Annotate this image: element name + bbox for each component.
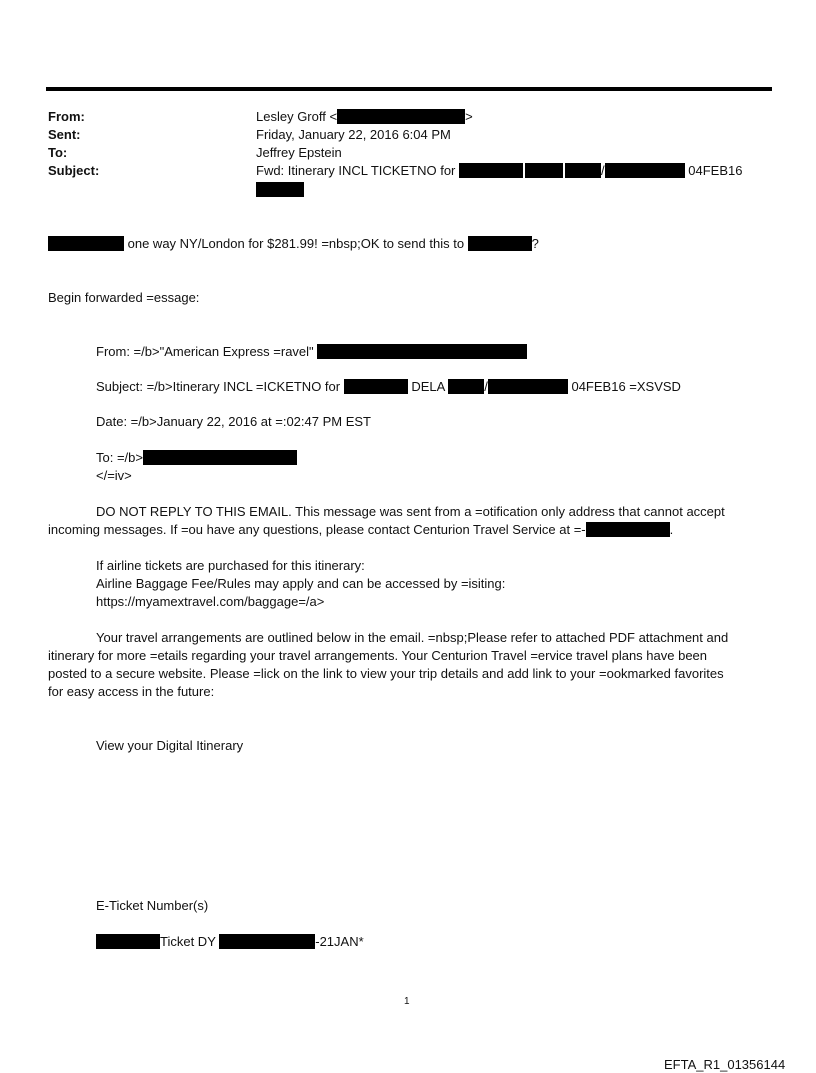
fwd-subject-slash: / — [484, 379, 488, 394]
redaction-block — [605, 163, 685, 178]
ticket-a: Ticket DY — [160, 934, 216, 949]
fwd-from — [96, 343, 527, 361]
subject-label: Subject: — [48, 163, 100, 178]
fwd-subject-a: Subject: =/b>Itinerary INCL =ICKETNO for — [96, 379, 341, 394]
subject-slash: / — [601, 163, 605, 178]
ticket-line — [96, 933, 364, 951]
notice-line-1: DO NOT REPLY TO THIS EMAIL. This message was sent from a =otification only address that cannot accept — [96, 504, 725, 519]
fwd-subject — [96, 378, 681, 396]
travel-line-2: itinerary for more =etails regarding your travel arrangements. Your Centurion Travel =ervice travel plans have been — [48, 648, 708, 663]
fwd-from-text: From: =/b>"American Express =ravel" — [96, 344, 314, 359]
fwd-subject-b: DELA — [411, 379, 445, 394]
note-qmark: ? — [531, 236, 539, 251]
redaction-block — [256, 182, 304, 197]
page-number: 1 — [404, 996, 410, 1007]
note-text: one way NY/London for $281.99! =nbsp;OK to send this to — [127, 236, 465, 251]
redaction-block — [488, 379, 568, 394]
fwd-close-div: </=iv> — [96, 468, 132, 483]
from-value — [256, 108, 473, 126]
document-id: EFTA_R1_01356144 — [664, 1057, 786, 1072]
fwd-subject-c: 04FEB16 =XSVSD — [571, 379, 681, 394]
travel-line-4: for easy access in the future: — [48, 684, 215, 699]
redaction-block — [525, 163, 563, 178]
from-name: Lesley Groff < — [256, 109, 338, 124]
header-rule — [46, 87, 772, 91]
subject-value — [256, 162, 742, 180]
redaction-block — [459, 163, 523, 178]
redaction-block — [468, 236, 532, 251]
digital-itinerary-link[interactable]: View your Digital Itinerary — [96, 738, 244, 753]
sent-label: Sent: — [48, 127, 81, 142]
from-close: > — [465, 109, 473, 124]
redaction-block — [219, 934, 315, 949]
ticket-b: -21JAN* — [315, 934, 364, 949]
baggage-link[interactable]: https://myamextravel.com/baggage=/a> — [96, 594, 325, 609]
redaction-block — [48, 236, 124, 251]
fwd-date: Date: =/b>January 22, 2016 at =:02:47 PM EST — [96, 414, 371, 429]
subject-date: 04FEB16 — [688, 163, 743, 178]
travel-line-1: Your travel arrangements are outlined below in the email. =nbsp;Please refer to attached PDF attachment and — [96, 630, 729, 645]
redaction-block — [344, 379, 408, 394]
redaction-block — [586, 522, 670, 537]
forwarded-intro: Begin forwarded =essage: — [48, 290, 200, 305]
redaction-block — [96, 934, 160, 949]
from-label: From: — [48, 109, 85, 124]
redaction-block — [337, 109, 465, 124]
travel-line-3: posted to a secure website. Please =lick on the link to view your trip details and add link to your =ookmarked favorites — [48, 666, 724, 681]
redaction-block — [317, 344, 527, 359]
fwd-to — [96, 449, 297, 467]
subject-prefix: Fwd: Itinerary INCL TICKETNO for — [256, 163, 456, 178]
sent-value: Friday, January 22, 2016 6:04 PM — [256, 127, 451, 142]
notice-line-2-text: incoming messages. If =ou have any questions, please contact Centurion Travel Service at =- — [48, 522, 586, 537]
notice-line-2-end: . — [669, 522, 674, 537]
to-value: Jeffrey Epstein — [256, 145, 342, 160]
redaction-block — [448, 379, 484, 394]
baggage-line-1: If airline tickets are purchased for this itinerary: — [96, 558, 365, 573]
to-label: To: — [48, 145, 68, 160]
fwd-to-text: To: =/b> — [96, 450, 143, 465]
baggage-line-2: Airline Baggage Fee/Rules may apply and can be accessed by =isiting: — [96, 576, 506, 591]
redaction-block — [565, 163, 601, 178]
forward-note — [48, 235, 539, 253]
redaction-block — [143, 450, 297, 465]
notice-line-2 — [48, 521, 673, 539]
eticket-heading: E-Ticket Number(s) — [96, 898, 209, 913]
